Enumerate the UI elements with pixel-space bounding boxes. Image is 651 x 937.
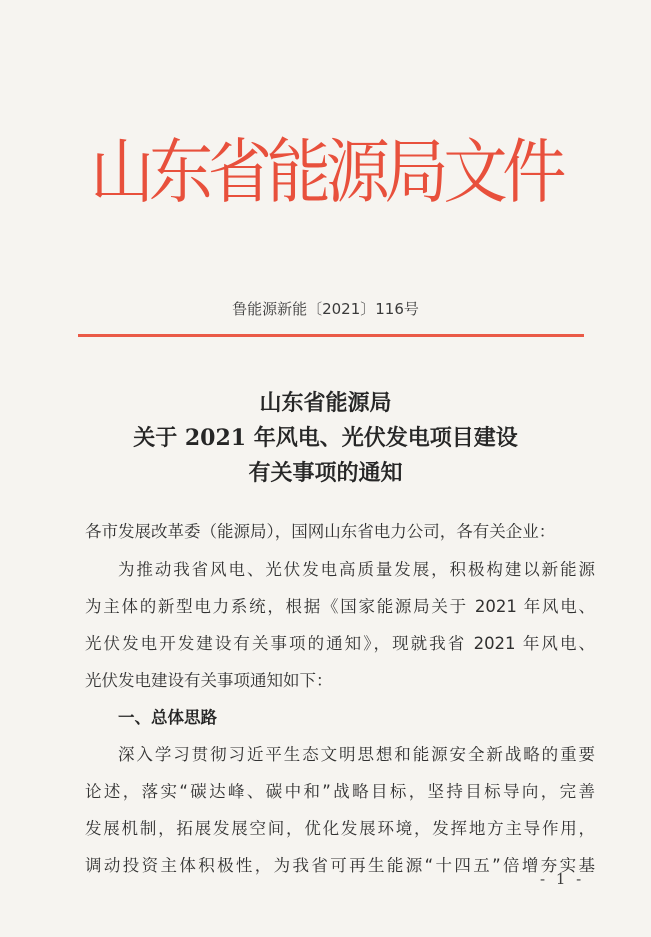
page-number: - 1 - <box>540 870 585 888</box>
title-line-2: 关于 2021 年风电、光伏发电项目建设 <box>133 425 518 451</box>
paragraph-2-line-4: 调动投资主体积极性，为我省可再生能源“十四五”倍增夯实基 <box>85 856 595 875</box>
paragraph-2-line-3: 发展机制，拓展发展空间，优化发展环境，发挥地方主导作用， <box>85 819 595 838</box>
document-number: 鲁能源新能〔2021〕116号 <box>232 300 419 318</box>
document-masthead: 山东省能源局文件 <box>89 131 562 213</box>
paragraph-1-line-1: 为推动我省风电、光伏发电高质量发展，积极构建以新能源 <box>118 560 595 579</box>
section-1-heading: 一、总体思路 <box>118 708 217 727</box>
title-line-3: 有关事项的通知 <box>248 460 403 486</box>
paragraph-1-line-3: 光伏发电开发建设有关事项的通知》，现就我省 2021 年风电、 <box>85 634 595 653</box>
addressee-line: 各市发展改革委（能源局），国网山东省电力公司，各有关企业： <box>85 522 556 541</box>
paragraph-1-line-4: 光伏发电建设有关事项通知如下： <box>85 671 333 690</box>
paragraph-2-line-2: 论述，落实“碳达峰、碳中和”战略目标，坚持目标导向，完善 <box>85 782 595 801</box>
red-separator-line <box>78 334 584 337</box>
title-line-1: 山东省能源局 <box>259 390 392 416</box>
paragraph-1-line-2: 为主体的新型电力系统，根据《国家能源局关于 2021 年风电、 <box>85 597 595 616</box>
paragraph-2-line-1: 深入学习贯彻习近平生态文明思想和能源安全新战略的重要 <box>118 745 595 764</box>
